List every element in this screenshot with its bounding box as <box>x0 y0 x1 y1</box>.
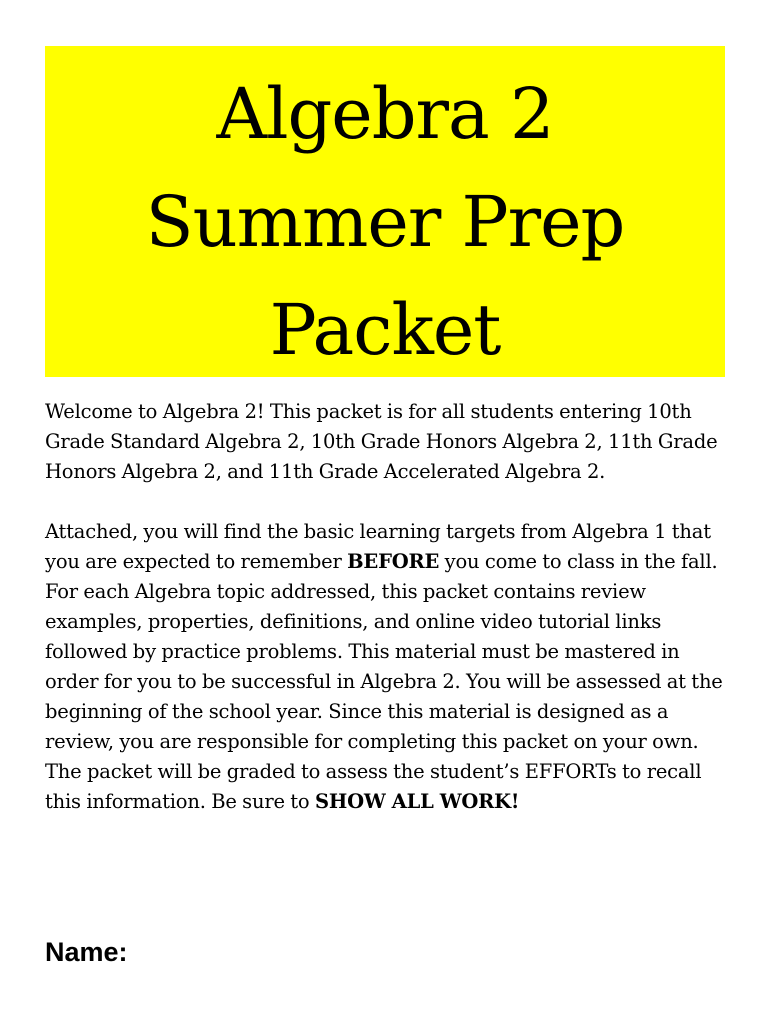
title-banner <box>45 46 725 377</box>
packet-description <box>45 397 735 817</box>
title-line-3: Packet <box>269 289 501 371</box>
details-text-part-2: you come to class in the fall. For each Algebra topic addressed, this packet contains review examples, properties, definitions, and online video tutorial links followed by practice problems. This material must be mastered in order for you to be successful in Algebra 2. You will be assessed at the beginning of the school year. Since this material is designed as a review, you are responsible for completing this packet on your own. The packet will be graded to assess the student’s EFFORTs to recall this information. Be sure to <box>45 550 723 813</box>
title-line-1: Algebra 2 <box>216 73 554 155</box>
name-label: Name: <box>45 937 128 967</box>
details-text-part-1: Attached, you will find the basic learning targets from Algebra 1 that you are expected to remember <box>45 520 711 573</box>
before-emphasis: BEFORE <box>347 550 440 573</box>
title-line-2: Summer Prep <box>145 181 625 263</box>
intro-paragraph: Welcome to Algebra 2! This packet is for all students entering 10th Grade Standard Algebra 2, 10th Grade Honors Algebra 2, 11th Grade Honors Algebra 2, and 11th Grade Accelerated Algebra 2. <box>45 400 718 483</box>
details-paragraph <box>45 517 735 817</box>
show-all-work-emphasis: SHOW ALL WORK! <box>314 790 520 813</box>
